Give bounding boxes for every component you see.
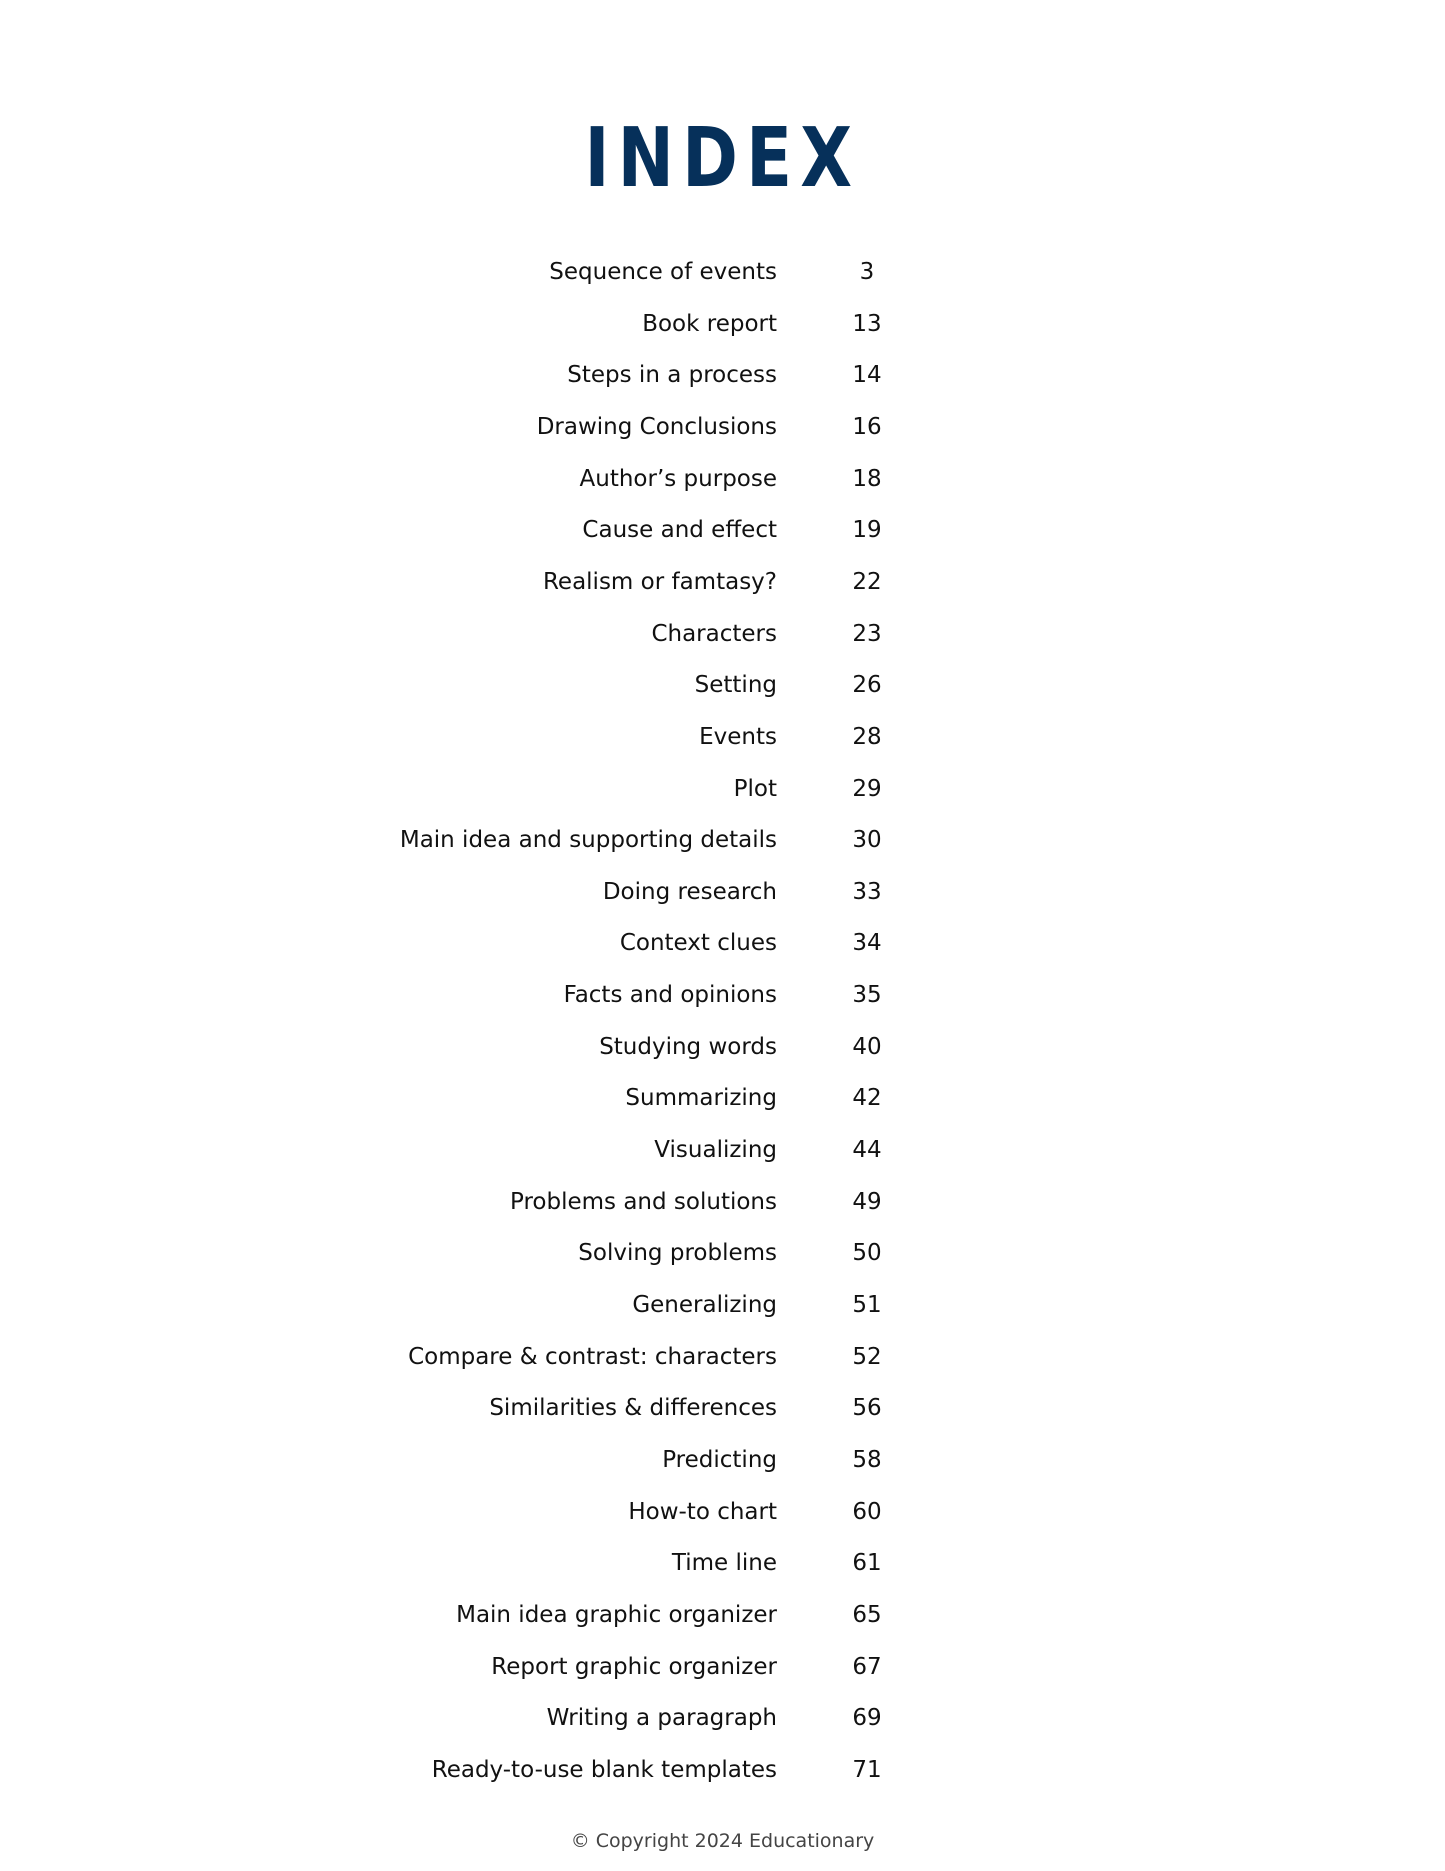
- index-entry-page: 13: [852, 310, 882, 337]
- index-entry-page: 56: [852, 1395, 882, 1422]
- index-entry[interactable]: [0, 1698, 1445, 1738]
- index-entry-label: Context clues: [619, 930, 777, 957]
- index-entry-page: 14: [852, 362, 882, 389]
- index-entry-label: Compare & contrast: characters: [408, 1343, 777, 1370]
- index-entry[interactable]: [0, 510, 1445, 550]
- index-entry[interactable]: [0, 1078, 1445, 1118]
- index-entry-page: 3: [859, 259, 875, 285]
- index-entry-page: 44: [852, 1137, 882, 1164]
- index-entry-page: 29: [852, 775, 882, 802]
- index-entry-label: Sequence of events: [549, 259, 777, 285]
- index-entry-label: Generalizing: [632, 1292, 777, 1318]
- index-entry[interactable]: [0, 923, 1445, 963]
- index-entry-label: Writing a paragraph: [546, 1705, 777, 1732]
- index-entry-label: Problems and solutions: [510, 1188, 777, 1215]
- index-entry[interactable]: [0, 1027, 1445, 1067]
- index-entry[interactable]: [0, 407, 1445, 447]
- index-entry-page: 23: [852, 620, 882, 647]
- index-entry[interactable]: [0, 872, 1445, 912]
- index-entry[interactable]: [0, 1130, 1445, 1170]
- index-entry-page: 50: [852, 1240, 882, 1267]
- index-entry-label: Main idea and supporting details: [399, 827, 777, 854]
- index-entry[interactable]: [0, 1543, 1445, 1583]
- index-entry-page: 61: [852, 1550, 882, 1577]
- index-entry-label: Report graphic organizer: [491, 1653, 777, 1680]
- index-entry-page: 52: [852, 1343, 882, 1370]
- index-entry[interactable]: [0, 1182, 1445, 1222]
- index-entry-label: Author’s purpose: [579, 465, 777, 492]
- page-title: INDEX: [584, 111, 861, 206]
- index-entry-page: 69: [852, 1705, 882, 1732]
- index-entry-label: Plot: [733, 775, 777, 802]
- index-entry[interactable]: [0, 459, 1445, 499]
- index-entry-label: Drawing Conclusions: [536, 413, 777, 440]
- index-entry[interactable]: [0, 1492, 1445, 1532]
- index-entry[interactable]: [0, 1647, 1445, 1687]
- index-entry[interactable]: [0, 1595, 1445, 1635]
- index-entry[interactable]: [0, 355, 1445, 395]
- index-entry-label: Setting: [694, 672, 777, 699]
- index-entry-page: 67: [852, 1653, 882, 1680]
- index-entry-page: 34: [852, 930, 882, 957]
- index-entry[interactable]: [0, 304, 1445, 344]
- index-entry[interactable]: [0, 717, 1445, 757]
- index-entry-page: 65: [852, 1601, 882, 1628]
- index-entry-label: Solving problems: [578, 1240, 777, 1267]
- index-entry-page: 26: [852, 672, 882, 699]
- index-entry-label: Visualizing: [654, 1137, 777, 1164]
- index-entry[interactable]: [0, 1233, 1445, 1273]
- index-entry-label: Book report: [642, 310, 777, 337]
- index-entry-label: Similarities & differences: [489, 1395, 777, 1422]
- index-entry[interactable]: [0, 252, 1445, 292]
- index-entry-label: Events: [699, 723, 777, 750]
- index-entry-page: 71: [852, 1756, 882, 1783]
- index-entry-page: 30: [852, 827, 882, 854]
- index-entry-label: Doing research: [602, 878, 777, 905]
- index-entry-page: 35: [852, 982, 882, 1009]
- index-entry-label: Studying words: [599, 1033, 777, 1060]
- index-entry-page: 16: [852, 413, 882, 440]
- index-entry-page: 60: [852, 1498, 882, 1525]
- index-entry-page: 49: [852, 1188, 882, 1215]
- index-entry[interactable]: [0, 769, 1445, 809]
- index-entry-page: 33: [852, 878, 882, 905]
- index-entry[interactable]: [0, 1440, 1445, 1480]
- index-entry[interactable]: [0, 975, 1445, 1015]
- index-entry-label: How-to chart: [628, 1498, 777, 1525]
- index-entry-page: 19: [852, 517, 882, 544]
- index-entry-label: Cause and effect: [582, 517, 777, 544]
- index-entry-label: Steps in a process: [567, 362, 777, 389]
- index-entry-label: Main idea graphic organizer: [456, 1601, 777, 1628]
- index-entry-page: 18: [852, 465, 882, 492]
- index-entry-page: 42: [852, 1085, 882, 1112]
- index-entry-label: Predicting: [662, 1446, 777, 1473]
- index-entry[interactable]: [0, 562, 1445, 602]
- index-entry[interactable]: [0, 614, 1445, 654]
- index-entry-label: Facts and opinions: [563, 982, 777, 1009]
- index-entry[interactable]: [0, 665, 1445, 705]
- index-entry[interactable]: [0, 820, 1445, 860]
- index-entry[interactable]: [0, 1337, 1445, 1377]
- index-entry-page: 28: [852, 723, 882, 750]
- index-entry-label: Realism or famtasy?: [542, 568, 777, 595]
- index-entry-page: 58: [852, 1446, 882, 1473]
- index-entry-page: 40: [852, 1033, 882, 1060]
- index-entry-label: Characters: [651, 620, 777, 647]
- index-entry-label: Summarizing: [625, 1085, 777, 1112]
- index-entry-label: Time line: [671, 1550, 777, 1577]
- index-entry[interactable]: [0, 1388, 1445, 1428]
- index-entry-page: 22: [852, 568, 882, 595]
- index-entry[interactable]: [0, 1750, 1445, 1790]
- index-entry-page: 51: [852, 1292, 882, 1318]
- copyright-notice: © Copyright 2024 Educationary: [570, 1830, 875, 1852]
- index-entry[interactable]: [0, 1285, 1445, 1325]
- index-entry-label: Ready-to-use blank templates: [431, 1756, 777, 1783]
